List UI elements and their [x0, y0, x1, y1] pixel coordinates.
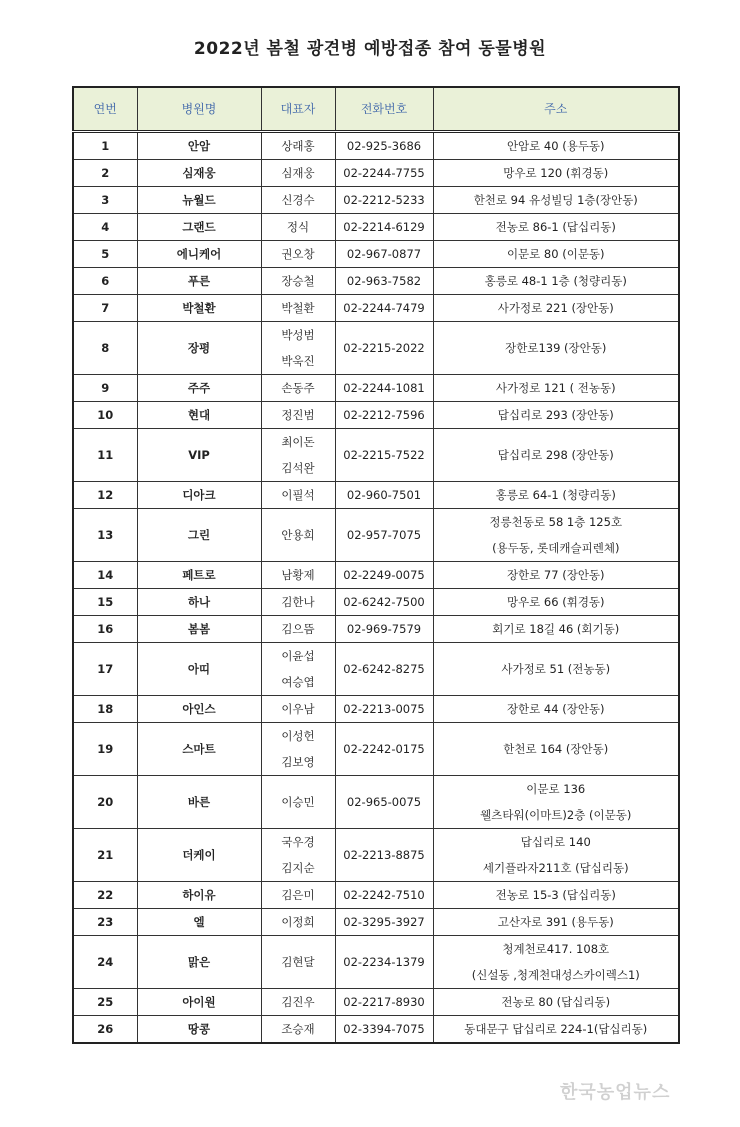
row-number: 10 [73, 402, 137, 429]
representative [261, 322, 335, 375]
representative-line: 김으뜸 [281, 622, 315, 636]
representative [261, 214, 335, 241]
representative-line: 신경수 [281, 193, 315, 207]
representative-line: 김지순 [281, 861, 315, 875]
table-row [73, 829, 679, 882]
phone-number: 02-969-7579 [335, 616, 433, 643]
address-line: 사가정로 51 (전농동) [501, 662, 611, 676]
table-row [73, 909, 679, 936]
row-number: 6 [73, 268, 137, 295]
row-number: 16 [73, 616, 137, 643]
hospital-name: 주주 [137, 375, 261, 402]
phone-number: 02-2215-7522 [335, 429, 433, 482]
address-line: 세기플라자211호 (답십리동) [482, 861, 629, 875]
hospital-name: 봄봄 [137, 616, 261, 643]
address-line: 답십리로 293 (장안동) [497, 408, 614, 422]
address [433, 241, 679, 268]
representative-line: 국우경 [281, 835, 315, 849]
row-number: 18 [73, 696, 137, 723]
address [433, 322, 679, 375]
table-row [73, 268, 679, 295]
header-address: 주소 [433, 87, 679, 132]
address-line: 망우로 66 (휘경동) [506, 595, 605, 609]
table-row [73, 241, 679, 268]
table-row [73, 643, 679, 696]
phone-number: 02-957-7075 [335, 509, 433, 562]
row-number: 23 [73, 909, 137, 936]
address [433, 562, 679, 589]
representative-line: 안용희 [281, 528, 315, 542]
hospital-table [72, 86, 680, 1044]
phone-number: 02-2213-0075 [335, 696, 433, 723]
hospital-name: 그린 [137, 509, 261, 562]
address [433, 375, 679, 402]
header-hospital-name: 병원명 [137, 87, 261, 132]
address [433, 268, 679, 295]
representative-line: 심재웅 [281, 166, 315, 180]
phone-number: 02-925-3686 [335, 132, 433, 160]
representative-line: 권오창 [281, 247, 315, 261]
hospital-name: 아인스 [137, 696, 261, 723]
representative-line: 이승민 [281, 795, 315, 809]
representative-line: 김한나 [281, 595, 315, 609]
representative-line: 손동주 [281, 381, 315, 395]
row-number: 7 [73, 295, 137, 322]
phone-number: 02-967-0877 [335, 241, 433, 268]
address [433, 776, 679, 829]
address [433, 882, 679, 909]
phone-number: 02-2234-1379 [335, 936, 433, 989]
address-line: 청계천로417. 108호 [502, 942, 610, 956]
representative-line: 장승철 [281, 274, 315, 288]
address [433, 643, 679, 696]
row-number: 26 [73, 1016, 137, 1044]
row-number: 3 [73, 187, 137, 214]
phone-number: 02-960-7501 [335, 482, 433, 509]
address-line: 회기로 18길 46 (회기동) [492, 622, 620, 636]
hospital-name: 하나 [137, 589, 261, 616]
address-line: 사가정로 221 (장안동) [497, 301, 614, 315]
row-number: 21 [73, 829, 137, 882]
header-phone: 전화번호 [335, 87, 433, 132]
watermark: 한국농업뉴스 [560, 1082, 671, 1103]
hospital-name: 뉴월드 [137, 187, 261, 214]
row-number: 1 [73, 132, 137, 160]
table-header-row [73, 87, 679, 132]
representative-line: 이성헌 [281, 729, 315, 743]
row-number: 9 [73, 375, 137, 402]
representative [261, 295, 335, 322]
phone-number: 02-2214-6129 [335, 214, 433, 241]
phone-number: 02-3394-7075 [335, 1016, 433, 1044]
hospital-name: 더케이 [137, 829, 261, 882]
table-row [73, 936, 679, 989]
table-row [73, 562, 679, 589]
address [433, 132, 679, 160]
address-line: 한천로 164 (장안동) [503, 742, 609, 756]
representative [261, 187, 335, 214]
representative-line: 박철환 [281, 301, 315, 315]
address [433, 429, 679, 482]
representative-line: 최이돈 [281, 435, 315, 449]
hospital-name: 엘 [137, 909, 261, 936]
phone-number: 02-965-0075 [335, 776, 433, 829]
row-number: 25 [73, 989, 137, 1016]
address-line: 사가정로 121 ( 전농동) [495, 381, 616, 395]
row-number: 24 [73, 936, 137, 989]
address [433, 1016, 679, 1044]
hospital-name: 심재웅 [137, 160, 261, 187]
table-row [73, 132, 679, 160]
phone-number: 02-6242-7500 [335, 589, 433, 616]
table-row [73, 1016, 679, 1044]
address-line: 홍릉로 64-1 (청량리동) [495, 488, 616, 502]
hospital-name: 푸른 [137, 268, 261, 295]
address-line: 웰츠타워(이마트)2층 (이문동) [480, 808, 632, 822]
representative [261, 509, 335, 562]
address-line: 고산자로 391 (용두동) [497, 915, 614, 929]
representative [261, 482, 335, 509]
table-row [73, 322, 679, 375]
representative [261, 268, 335, 295]
table-row [73, 214, 679, 241]
representative [261, 829, 335, 882]
address-line: 망우로 120 (휘경동) [503, 166, 609, 180]
row-number: 11 [73, 429, 137, 482]
representative-line: 이필석 [281, 488, 315, 502]
hospital-name: 박철환 [137, 295, 261, 322]
address [433, 160, 679, 187]
representative-line: 조승재 [281, 1022, 315, 1036]
table-row [73, 696, 679, 723]
phone-number: 02-2212-7596 [335, 402, 433, 429]
representative [261, 375, 335, 402]
table-row [73, 160, 679, 187]
phone-number: 02-6242-8275 [335, 643, 433, 696]
representative-line: 김보영 [281, 755, 315, 769]
address-line: 전농로 15-3 (답십리동) [495, 888, 616, 902]
header-no: 연번 [73, 87, 137, 132]
address-line: (용두동, 롯데캐슬피렌체) [492, 541, 620, 555]
hospital-name: 아이원 [137, 989, 261, 1016]
hospital-name: 땅콩 [137, 1016, 261, 1044]
address-line: 홍릉로 48-1 1층 (청량리동) [484, 274, 627, 288]
phone-number: 02-2244-7755 [335, 160, 433, 187]
hospital-name: 맑은 [137, 936, 261, 989]
phone-number: 02-963-7582 [335, 268, 433, 295]
representative-line: 정식 [286, 220, 310, 234]
table-row [73, 882, 679, 909]
row-number: 17 [73, 643, 137, 696]
representative [261, 696, 335, 723]
representative [261, 562, 335, 589]
table-row [73, 187, 679, 214]
representative-line: 이우남 [281, 702, 315, 716]
document-title: 2022년 봄철 광견병 예방접종 참여 동물병원 [193, 39, 547, 59]
address-line: 전농로 86-1 (답십리동) [495, 220, 616, 234]
representative [261, 589, 335, 616]
address [433, 295, 679, 322]
representative-line: 여승엽 [281, 675, 315, 689]
row-number: 22 [73, 882, 137, 909]
hospital-name: 하이유 [137, 882, 261, 909]
table-row [73, 589, 679, 616]
representative-line: 박욱진 [281, 354, 315, 368]
representative [261, 132, 335, 160]
table-row [73, 776, 679, 829]
phone-number: 02-2244-7479 [335, 295, 433, 322]
representative-line: 김현달 [281, 955, 315, 969]
phone-number: 02-2244-1081 [335, 375, 433, 402]
table-row [73, 375, 679, 402]
representative [261, 776, 335, 829]
address-line: 답십리로 140 [520, 835, 591, 849]
phone-number: 02-2212-5233 [335, 187, 433, 214]
address [433, 909, 679, 936]
address-line: 이문로 136 [526, 782, 586, 796]
address-line: 정릉천동로 58 1층 125호 [489, 515, 623, 529]
address-line: 답십리로 298 (장안동) [497, 448, 614, 462]
representative [261, 429, 335, 482]
hospital-name: 장평 [137, 322, 261, 375]
table-row [73, 295, 679, 322]
phone-number: 02-3295-3927 [335, 909, 433, 936]
table-row [73, 402, 679, 429]
representative-line: 김진우 [281, 995, 315, 1009]
representative-line: 김은미 [281, 888, 315, 902]
address-line: 장한로 44 (장안동) [506, 702, 605, 716]
address-line: 안암로 40 (용두동) [506, 139, 605, 153]
hospital-name: 디아크 [137, 482, 261, 509]
address-line: 전농로 80 (답십리동) [501, 995, 611, 1009]
row-number: 20 [73, 776, 137, 829]
address-line: 동대문구 답십리로 224-1(답십리동) [464, 1022, 648, 1036]
address [433, 589, 679, 616]
row-number: 2 [73, 160, 137, 187]
hospital-name: 현대 [137, 402, 261, 429]
address [433, 187, 679, 214]
hospital-name: 스마트 [137, 723, 261, 776]
address-line: 한천로 94 유성빌딩 1층(장안동) [473, 193, 638, 207]
representative [261, 616, 335, 643]
hospital-name: 에니케어 [137, 241, 261, 268]
phone-number: 02-2249-0075 [335, 562, 433, 589]
table-row [73, 429, 679, 482]
row-number: 4 [73, 214, 137, 241]
address [433, 616, 679, 643]
row-number: 19 [73, 723, 137, 776]
table-body [73, 132, 679, 1044]
address [433, 482, 679, 509]
representative-line: 이정희 [281, 915, 315, 929]
row-number: 13 [73, 509, 137, 562]
table-row [73, 616, 679, 643]
row-number: 15 [73, 589, 137, 616]
table-row [73, 723, 679, 776]
header-representative: 대표자 [261, 87, 335, 132]
phone-number: 02-2217-8930 [335, 989, 433, 1016]
table-row [73, 989, 679, 1016]
address [433, 696, 679, 723]
representative [261, 989, 335, 1016]
address-line: 장한로 77 (장안동) [506, 568, 605, 582]
hospital-name: 그랜드 [137, 214, 261, 241]
representative-line: 김석완 [281, 461, 315, 475]
address-line: (신설동 ,청계천대성스카이렉스1) [471, 968, 640, 982]
row-number: 8 [73, 322, 137, 375]
address [433, 936, 679, 989]
hospital-name: 페트로 [137, 562, 261, 589]
representative [261, 723, 335, 776]
address [433, 509, 679, 562]
address-line: 장한로139 (장안동) [505, 341, 607, 355]
phone-number: 02-2213-8875 [335, 829, 433, 882]
hospital-name: 아띠 [137, 643, 261, 696]
representative-line: 정진범 [281, 408, 315, 422]
hospital-name: 바른 [137, 776, 261, 829]
representative-line: 박성범 [281, 328, 315, 342]
row-number: 12 [73, 482, 137, 509]
representative [261, 882, 335, 909]
hospital-name: VIP [137, 429, 261, 482]
representative [261, 936, 335, 989]
phone-number: 02-2215-2022 [335, 322, 433, 375]
address-line: 이문로 80 (이문동) [506, 247, 605, 261]
address [433, 214, 679, 241]
representative [261, 643, 335, 696]
representative-line: 상래홍 [281, 139, 315, 153]
phone-number: 02-2242-7510 [335, 882, 433, 909]
phone-number: 02-2242-0175 [335, 723, 433, 776]
representative [261, 909, 335, 936]
table-row [73, 509, 679, 562]
representative-line: 이윤섭 [281, 649, 315, 663]
address [433, 402, 679, 429]
row-number: 14 [73, 562, 137, 589]
representative [261, 160, 335, 187]
representative [261, 1016, 335, 1044]
address [433, 989, 679, 1016]
representative [261, 402, 335, 429]
table-row [73, 482, 679, 509]
address [433, 723, 679, 776]
representative-line: 남황제 [281, 568, 315, 582]
hospital-name: 안암 [137, 132, 261, 160]
row-number: 5 [73, 241, 137, 268]
address [433, 829, 679, 882]
representative [261, 241, 335, 268]
